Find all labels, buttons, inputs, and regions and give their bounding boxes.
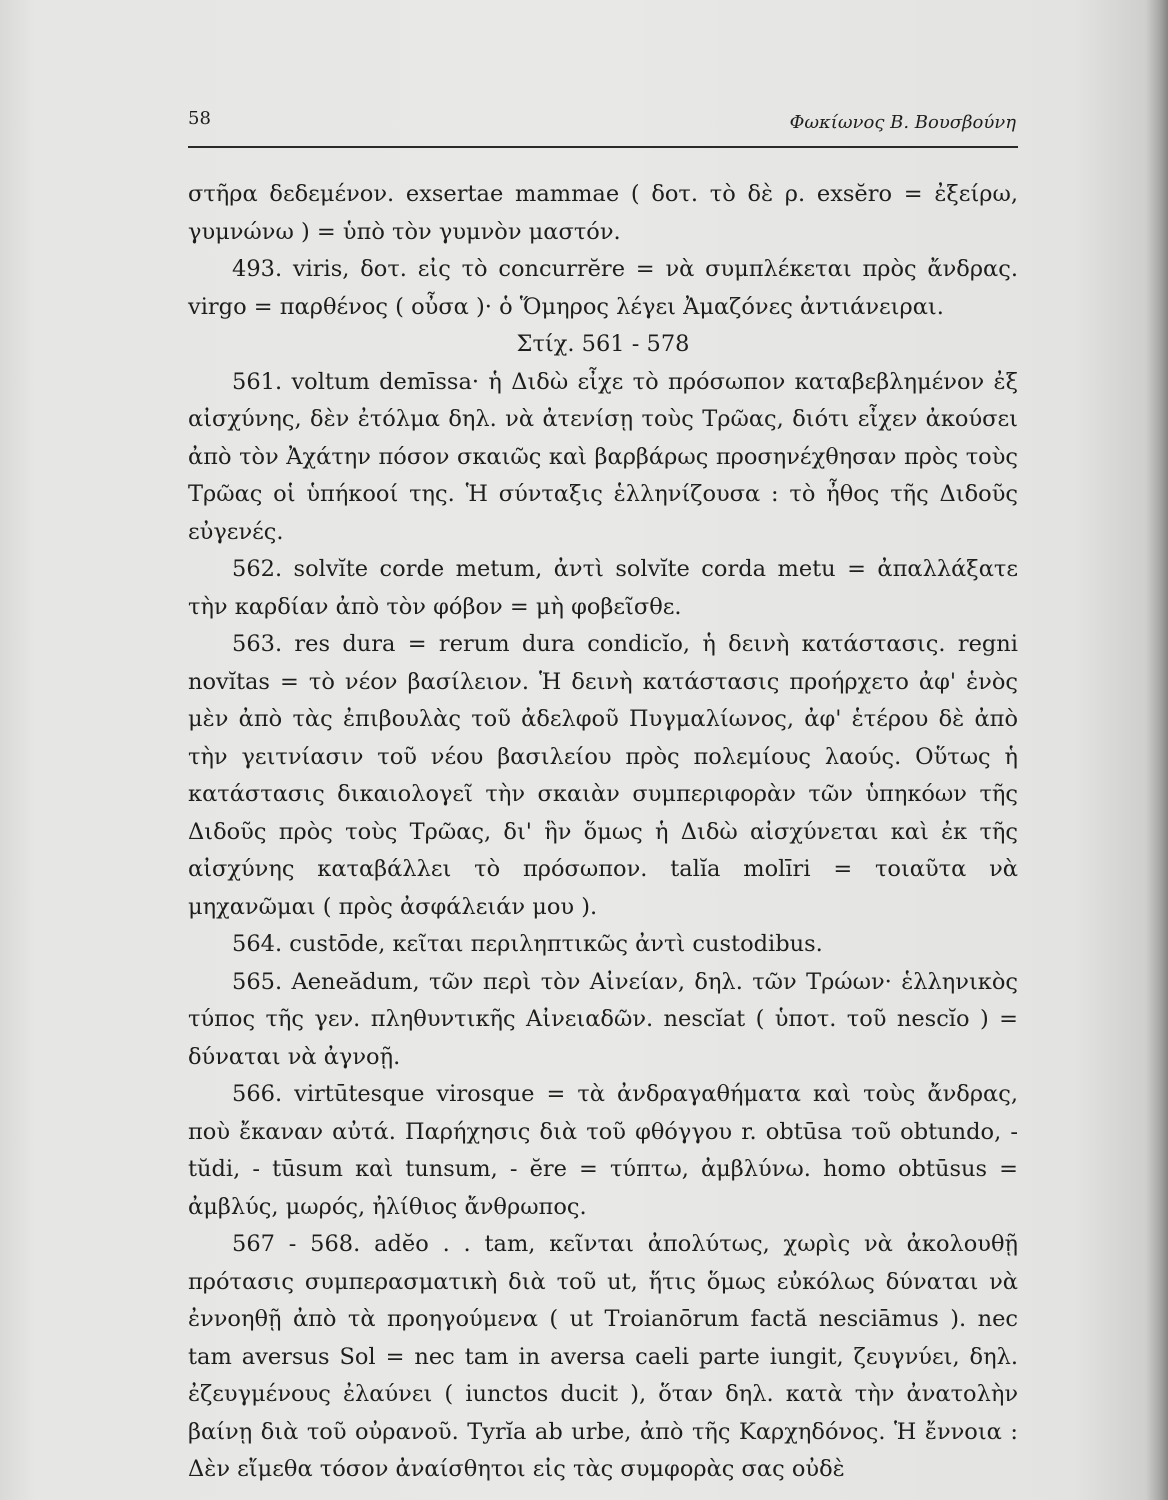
note-566: 566. virtūtesque virosque = τὰ ἀνδραγαθήματα καὶ τοὺς ἄνδρας, ποὺ ἔκαναν αὐτά. Παρήχησις διὰ τοῦ φθόγγου r. obtūsa τοῦ obtundo, - tŭdi, - tūsum καὶ tunsum, - ĕre = τύπτω, ἀμβλύνω. homo obtūsus = ἀμβλύς, μωρός, ἠλίθιος ἄνθρωπος. xyxy=(188,1081,1018,1220)
page-header xyxy=(188,100,1018,148)
main-text xyxy=(188,176,1018,1489)
paragraph-continuation: στῆρα δεδεμένον. exsertae mammae ( δοτ. τὸ δὲ ρ. exsĕro = ἐξείρω, γυμνώνω ) = ὑπὸ τὸν γυμνὸν μαστόν. xyxy=(188,181,1018,245)
note-562: 562. solvĭte corde metum, ἀντὶ solvĭte corda metu = ἀπαλλάξατε τὴν καρδίαν ἀπὸ τὸν φόβον = μὴ φοβεῖσθε. xyxy=(188,556,1018,620)
note-563: 563. res dura = rerum dura condicĭo, ἡ δεινὴ κατάστασις. regni novĭtas = τὸ νέον βασίλειον. Ἡ δεινὴ κατάστασις προήρχετο ἀφ' ἑνὸς μὲν ἀπὸ τὰς ἐπιβουλὰς τοῦ ἀδελφοῦ Πυγμαλίωνος, ἀφ' ἑτέρου δὲ ἀπὸ τὴν γειτνίασιν τοῦ νέου βασιλείου πρὸς πολεμίους λαούς. Οὕτως ἡ κατάστασις δικαιολογεῖ τὴν σκαιὰν συμπεριφορὰν τῶν ὑπηκόων τῆς Διδοῦς πρὸς τοὺς Τρῶας, δι' ἣν ὅμως ἡ Διδὼ αἰσχύνεται καὶ ἐκ τῆς αἰσχύνης καταβάλλει τὸ πρόσωπον. talĭa molīri = τοιαῦτα νὰ μηχανῶμαι ( πρὸς ἀσφάλειάν μου ). xyxy=(188,631,1018,920)
note-564: 564. custōde, κεῖται περιληπτικῶς ἀντὶ custodibus. xyxy=(232,931,823,957)
note-567-568: 567 - 568. adĕo . . tam, κεῖνται ἀπολύτως, χωρὶς νὰ ἀκολουθῇ πρότασις συμπερασματικὴ διὰ τοῦ ut, ἥτις ὅμως εὐκόλως δύναται νὰ ἐννοηθῇ ἀπὸ τὰ προηγούμενα ( ut Troianōrum factă nesciāmus ). nec tam aversus Sol = nec tam in aversa caeli parte iungit, ζευγνύει, δηλ. ἐζευγμένους ἐλαύνει ( iunctos ducit ), ὅταν δηλ. κατὰ τὴν ἀνατολὴν βαίνῃ διὰ τοῦ οὐρανοῦ. Tyrĭa ab urbe, ἀπὸ τῆς Καρχηδόνος. Ἡ ἔννοια : Δὲν εἴμεθα τόσον ἀναίσθητοι εἰς τὰς συμφορὰς σας οὐδὲ xyxy=(188,1231,1018,1482)
section-heading: Στίχ. 561 - 578 xyxy=(516,331,690,357)
running-head-author: Φωκίωνος Β. Βουσβούνη xyxy=(789,112,1016,133)
page-number: 58 xyxy=(188,108,211,129)
page-edge-shadow xyxy=(1146,0,1168,1500)
note-565: 565. Aeneădum, τῶν περὶ τὸν Αἰνείαν, δηλ. τῶν Τρώων· ἑλληνικὸς τύπος τῆς γεν. πληθυντικῆς Αἰνειαδῶν. nescĭat ( ὑποτ. τοῦ nescĭo ) = δύναται νὰ ἀγνοῇ. xyxy=(188,968,1018,1070)
note-561: 561. voltum demīssa· ἡ Διδὼ εἶχε τὸ πρόσωπον καταβεβλημένον ἐξ αἰσχύνης, δὲν ἐτόλμα δηλ. νὰ ἀτενίσῃ τοὺς Τρῶας, διότι εἶχεν ἀκούσει ἀπὸ τὸν Ἀχάτην πόσον σκαιῶς καὶ βαρβάρως προσηνέχθησαν πρὸς τοὺς Τρῶας οἱ ὑπήκοοί της. Ἡ σύνταξις ἑλληνίζουσα : τὸ ἦθος τῆς Διδοῦς εὐγενές. xyxy=(188,368,1018,545)
note-493: 493. viris, δοτ. εἰς τὸ concurrĕre = νὰ συμπλέκεται πρὸς ἄνδρας. virgo = παρθένος ( οὖσα )· ὁ Ὅμηρος λέγει Ἀμαζόνες ἀντιάνειραι. xyxy=(188,256,1018,320)
